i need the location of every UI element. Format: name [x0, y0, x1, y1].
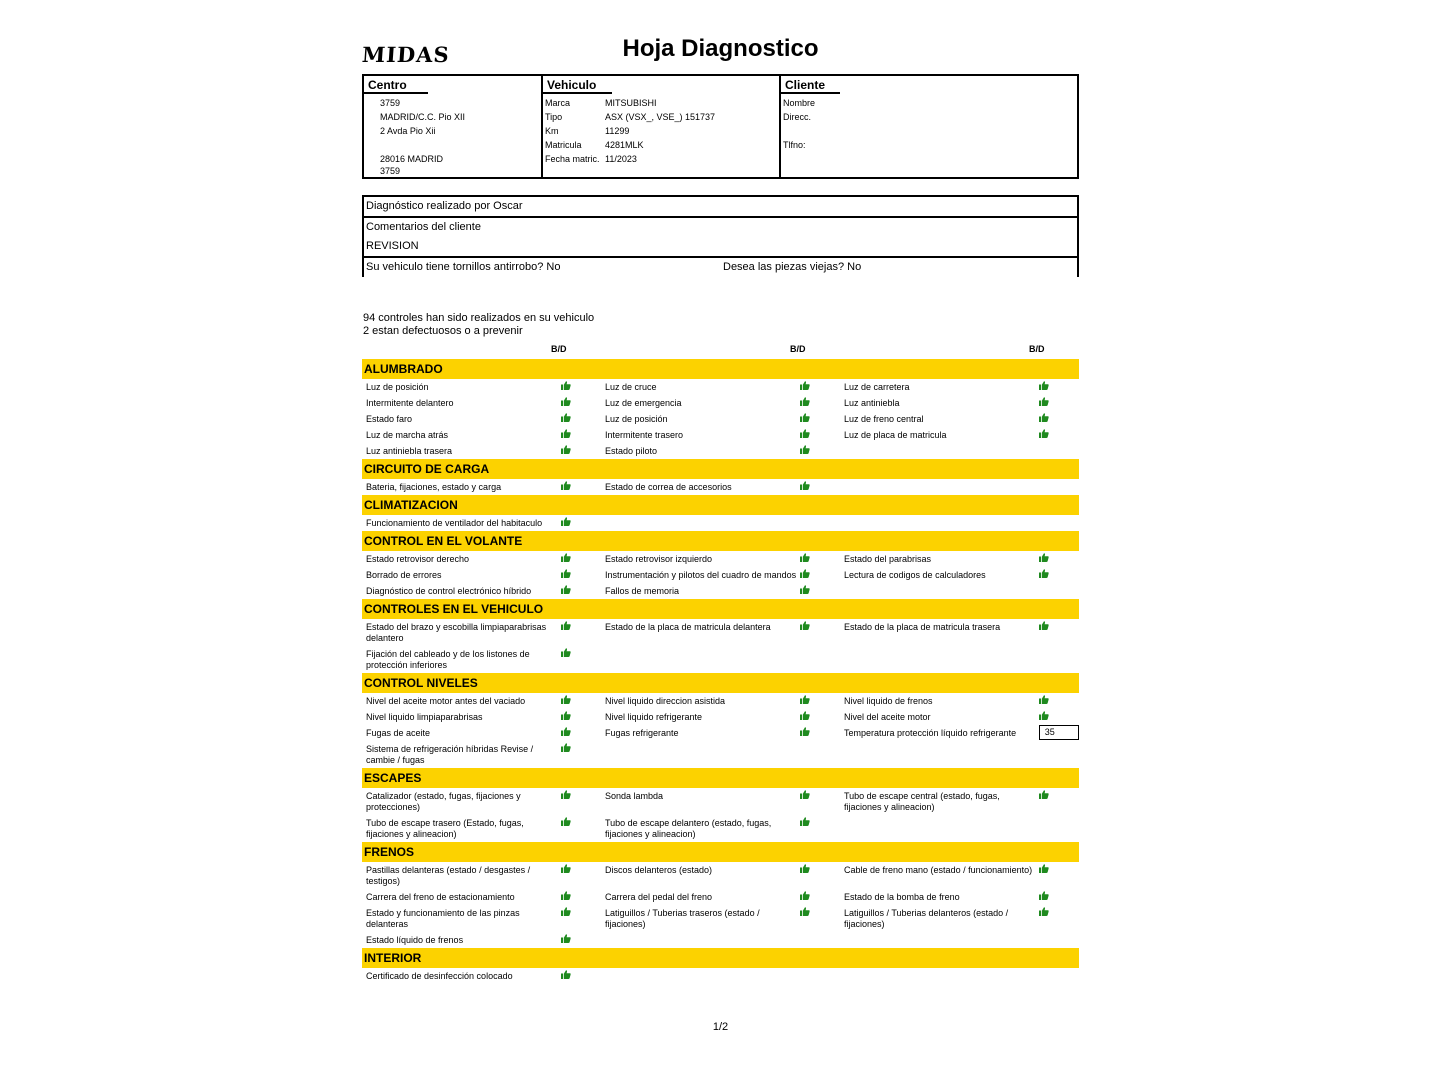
check-item: [840, 551, 1079, 567]
cliente-field: [781, 110, 1077, 124]
check-item: [601, 427, 840, 443]
centro-heading: Centro: [364, 77, 428, 94]
page-title: Hoja Diagnostico: [622, 35, 819, 62]
check-item: [840, 709, 1079, 725]
vehiculo-field: [543, 138, 779, 152]
check-item: [601, 619, 840, 646]
summary-line-2: 2 estan defectuosos o a prevenir: [363, 325, 523, 337]
check-label: Estado del brazo y escobilla limpiaparabrisas delantero: [366, 622, 547, 643]
section-control-en-el-volante: CONTROL EN EL VOLANTE: [362, 531, 1079, 551]
centro-column: [364, 76, 541, 177]
check-label: Sonda lambda: [605, 791, 664, 801]
thumbs-up-icon: [1039, 411, 1079, 427]
check-item: [362, 725, 601, 741]
thumbs-up-icon: [561, 619, 601, 646]
check-label: Carrera del freno de estacionamiento: [366, 892, 515, 902]
check-label: Tubo de escape trasero (Estado, fugas, fijaciones y alineacion): [366, 818, 524, 839]
section-control-niveles: CONTROL NIVELES: [362, 673, 1079, 693]
check-row: [362, 741, 1079, 768]
check-item: [362, 379, 601, 395]
thumbs-up-icon: [1039, 395, 1079, 411]
thumbs-up-icon: [1039, 693, 1079, 709]
thumbs-up-icon: [1039, 379, 1079, 395]
thumbs-up-icon: [561, 968, 601, 984]
check-item: [840, 862, 1079, 889]
check-item: [362, 567, 601, 583]
bd-header-2: B/D: [790, 344, 806, 354]
check-label: Estado de la placa de matricula trasera: [844, 622, 1001, 632]
check-item: [362, 551, 601, 567]
check-label: Fugas refrigerante: [605, 728, 679, 738]
customer-comments: [364, 218, 1077, 258]
check-item: [362, 479, 601, 495]
cliente-field: [781, 96, 1077, 110]
thumbs-up-icon: [1039, 619, 1079, 646]
check-item: [601, 479, 840, 495]
thumbs-up-icon: [1039, 788, 1079, 815]
check-label: Diagnóstico de control electrónico híbrido: [366, 586, 532, 596]
thumbs-up-icon: [1039, 862, 1079, 889]
thumbs-up-icon: [561, 862, 601, 889]
check-item: [362, 815, 601, 842]
check-label: Pastillas delanteras (estado / desgastes / testigos): [366, 865, 531, 886]
check-row: [362, 479, 1079, 495]
check-item: [601, 395, 840, 411]
cliente-heading: Cliente: [781, 77, 840, 94]
check-label: Nivel liquido refrigerante: [605, 712, 703, 722]
thumbs-up-icon: [1039, 551, 1079, 567]
check-label: Tubo de escape central (estado, fugas, fijaciones y alineacion): [844, 791, 1000, 812]
thumbs-up-icon: [1039, 567, 1079, 583]
check-item: [362, 905, 601, 932]
check-item: [840, 889, 1079, 905]
check-value: 35: [1039, 725, 1079, 740]
cliente-field-label: Nombre: [783, 98, 816, 108]
page-number: 1/2: [712, 1021, 729, 1033]
vehiculo-field: [543, 152, 779, 166]
check-item: [362, 741, 601, 768]
check-row: [362, 619, 1079, 646]
midas-logo: MIDAS: [361, 42, 451, 67]
centro-line: MADRID/C.C. Pio XII: [380, 112, 466, 122]
check-item: [840, 905, 1079, 932]
thumbs-up-icon: [800, 619, 840, 646]
vehiculo-field-label: Fecha matric.: [545, 154, 600, 164]
cliente-field-value: [843, 138, 1077, 152]
vehiculo-field-label: Matricula: [545, 140, 582, 150]
check-label: Bateria, fijaciones, estado y carga: [366, 482, 502, 492]
thumbs-up-icon: [561, 725, 601, 741]
check-label: Estado retrovisor izquierdo: [605, 554, 713, 564]
section-climatizacion: CLIMATIZACION: [362, 495, 1079, 515]
check-item: [362, 619, 601, 646]
check-item: [362, 583, 601, 599]
check-item: [601, 889, 840, 905]
cliente-field-label: Direcc.: [783, 112, 812, 122]
check-row: [362, 693, 1079, 709]
vehiculo-field-value: ASX (VSX_, VSE_) 151737: [605, 112, 716, 122]
vehiculo-field-label: Marca: [545, 98, 571, 108]
thumbs-up-icon: [800, 862, 840, 889]
vehiculo-field-value: 4281MLK: [605, 140, 644, 150]
thumbs-up-icon: [561, 551, 601, 567]
check-item: [840, 725, 1079, 741]
comments-label: Comentarios del cliente: [366, 221, 481, 233]
check-item: [601, 411, 840, 427]
thumbs-up-icon: [561, 479, 601, 495]
check-item: [601, 567, 840, 583]
thumbs-up-icon: [800, 379, 840, 395]
check-row: [362, 551, 1079, 567]
check-label: Latiguillos / Tuberias traseros (estado / fijaciones): [605, 908, 760, 929]
check-label: Luz de emergencia: [605, 398, 682, 408]
check-row: [362, 379, 1079, 395]
thumbs-up-icon: [800, 725, 840, 741]
check-label: Latiguillos / Tuberias delanteros (estado / fijaciones): [844, 908, 1009, 929]
check-label: Estado de la bomba de freno: [844, 892, 960, 902]
check-label: Luz antiniebla: [844, 398, 900, 408]
thumbs-up-icon: [561, 567, 601, 583]
check-item: [601, 379, 840, 395]
cliente-field-value: [843, 124, 1077, 138]
thumbs-up-icon: [1039, 905, 1079, 932]
check-item: [840, 693, 1079, 709]
check-item: [362, 427, 601, 443]
check-row: [362, 862, 1079, 889]
check-item: [601, 905, 840, 932]
thumbs-up-icon: [800, 583, 840, 599]
check-item: [601, 693, 840, 709]
thumbs-up-icon: [800, 551, 840, 567]
comments-value: REVISION: [366, 240, 419, 252]
check-row: [362, 567, 1079, 583]
check-label: Fallos de memoria: [605, 586, 680, 596]
check-label: Luz de posición: [366, 382, 429, 392]
check-label: Intermitente delantero: [366, 398, 454, 408]
check-row: [362, 905, 1079, 932]
check-item: [840, 619, 1079, 646]
check-label: Estado retrovisor derecho: [366, 554, 470, 564]
cliente-field-label: [781, 124, 843, 138]
check-label: Estado de correa de accesorios: [605, 482, 732, 492]
thumbs-up-icon: [800, 443, 840, 459]
check-row: [362, 889, 1079, 905]
check-label: Funcionamiento de ventilador del habitaculo: [366, 518, 543, 528]
check-item: [362, 968, 601, 984]
check-label: Sistema de refrigeración híbridas Revise / cambie / fugas: [366, 744, 534, 765]
vehiculo-field-value: 11299: [605, 126, 630, 136]
thumbs-up-icon: [561, 395, 601, 411]
check-item: [601, 709, 840, 725]
thumbs-up-icon: [800, 411, 840, 427]
check-item: [840, 395, 1079, 411]
info-table: [362, 74, 1079, 179]
check-label: Carrera del pedal del freno: [605, 892, 713, 902]
check-label: Luz de posición: [605, 414, 668, 424]
check-item: [362, 411, 601, 427]
check-item: [601, 443, 840, 459]
check-item: [362, 443, 601, 459]
check-item: [362, 862, 601, 889]
check-label: Estado del parabrisas: [844, 554, 932, 564]
check-label: Tubo de escape delantero (estado, fugas, fijaciones y alineacion): [605, 818, 772, 839]
check-label: Certificado de desinfección colocado: [366, 971, 513, 981]
check-label: Estado de la placa de matricula delantera: [605, 622, 771, 632]
section-interior: INTERIOR: [362, 948, 1079, 968]
checks-summary: [363, 312, 594, 338]
check-label: Lectura de codigos de calculadores: [844, 570, 986, 580]
thumbs-up-icon: [800, 815, 840, 842]
check-item: [362, 889, 601, 905]
vehiculo-heading: Vehiculo: [543, 77, 612, 94]
check-row: [362, 709, 1079, 725]
check-item: [362, 395, 601, 411]
check-label: Luz de marcha atrás: [366, 430, 449, 440]
check-label: Luz de cruce: [605, 382, 657, 392]
bd-header-1: B/D: [551, 344, 567, 354]
check-label: Luz de carretera: [844, 382, 910, 392]
centro-line: 2 Avda Pio Xii: [380, 126, 436, 136]
check-row: [362, 815, 1079, 842]
vehiculo-field-value: MITSUBISHI: [605, 98, 657, 108]
check-row: [362, 788, 1079, 815]
check-item: [362, 693, 601, 709]
check-item: [362, 646, 601, 673]
check-label: Instrumentación y pilotos del cuadro de mandos: [605, 570, 797, 580]
check-label: Discos delanteros (estado): [605, 865, 713, 875]
check-label: Luz de placa de matricula: [844, 430, 947, 440]
check-row: [362, 968, 1079, 984]
check-row: [362, 725, 1079, 741]
vehiculo-field: [543, 124, 779, 138]
check-item: [601, 725, 840, 741]
check-label: Fugas de aceite: [366, 728, 431, 738]
cliente-field: [781, 138, 1077, 152]
check-label: Nivel del aceite motor: [844, 712, 931, 722]
centro-line: [380, 138, 541, 152]
thumbs-up-icon: [800, 567, 840, 583]
check-label: Fijación del cableado y de los listones de protección inferiores: [366, 649, 530, 670]
check-label: Estado y funcionamiento de las pinzas delanteras: [366, 908, 520, 929]
thumbs-up-icon: [561, 932, 601, 948]
diagnosis-box: [362, 195, 1079, 277]
bd-header-3: B/D: [1029, 344, 1045, 354]
cliente-field-value: [843, 110, 1077, 124]
check-item: [362, 788, 601, 815]
check-label: Nivel liquido limpiaparabrisas: [366, 712, 483, 722]
check-row: [362, 427, 1079, 443]
thumbs-up-icon: [561, 379, 601, 395]
check-label: Estado líquido de frenos: [366, 935, 464, 945]
check-label: Estado piloto: [605, 446, 658, 456]
old-parts-answer: Desea las piezas viejas? No: [723, 261, 862, 273]
check-item: [362, 709, 601, 725]
vehiculo-field-value: 11/2023: [605, 154, 637, 164]
performed-by: Diagnóstico realizado por Oscar: [364, 197, 1077, 218]
check-label: Nivel liquido direccion asistida: [605, 696, 726, 706]
options-row: [364, 258, 1077, 277]
vehiculo-field-label: Tipo: [545, 112, 563, 122]
cliente-field-label: Tlfno:: [783, 140, 806, 150]
check-label: Estado faro: [366, 414, 413, 424]
summary-line-1: 94 controles han sido realizados en su vehiculo: [363, 312, 595, 324]
check-label: Intermitente trasero: [605, 430, 684, 440]
check-item: [601, 815, 840, 842]
thumbs-up-icon: [800, 788, 840, 815]
thumbs-up-icon: [561, 583, 601, 599]
section-frenos: FRENOS: [362, 842, 1079, 862]
thumbs-up-icon: [800, 905, 840, 932]
centro-lines: [364, 94, 541, 176]
cliente-field-value: [843, 96, 1077, 110]
section-circuito-de-carga: CIRCUITO DE CARGA: [362, 459, 1079, 479]
thumbs-up-icon: [800, 427, 840, 443]
antitheft-answer: Su vehiculo tiene tornillos antirrobo? No: [366, 261, 561, 273]
check-label: Cable de freno mano (estado / funcionamiento): [844, 865, 1033, 875]
vehiculo-field: [543, 96, 779, 110]
check-label: Nivel del aceite motor antes del vaciado: [366, 696, 526, 706]
check-item: [840, 379, 1079, 395]
section-controles-en-el-vehiculo: CONTROLES EN EL VEHICULO: [362, 599, 1079, 619]
checks-list: [362, 359, 1079, 984]
check-row: [362, 395, 1079, 411]
thumbs-up-icon: [561, 905, 601, 932]
thumbs-up-icon: [561, 443, 601, 459]
cliente-lines: [781, 94, 1077, 152]
vehiculo-lines: [543, 94, 779, 166]
thumbs-up-icon: [1039, 427, 1079, 443]
check-item: [601, 551, 840, 567]
check-item: [840, 567, 1079, 583]
thumbs-up-icon: [800, 709, 840, 725]
check-item: [840, 427, 1079, 443]
vehiculo-field: [543, 110, 779, 124]
centro-line: 28016 MADRID: [380, 154, 444, 164]
thumbs-up-icon: [561, 693, 601, 709]
thumbs-up-icon: [561, 427, 601, 443]
check-row: [362, 583, 1079, 599]
check-label: Catalizador (estado, fugas, fijaciones y protecciones): [366, 791, 521, 812]
check-item: [601, 862, 840, 889]
thumbs-up-icon: [800, 395, 840, 411]
check-row: [362, 515, 1079, 531]
check-label: Nivel liquido de frenos: [844, 696, 933, 706]
check-label: Luz antiniebla trasera: [366, 446, 453, 456]
check-item: [362, 515, 601, 531]
check-item: [601, 788, 840, 815]
centro-line: 3759: [380, 166, 401, 176]
thumbs-up-icon: [800, 889, 840, 905]
cliente-field: [781, 124, 1077, 138]
section-alumbrado: ALUMBRADO: [362, 359, 1079, 379]
check-row: [362, 646, 1079, 673]
thumbs-up-icon: [1039, 889, 1079, 905]
thumbs-up-icon: [561, 788, 601, 815]
check-value-cell: [1039, 725, 1079, 741]
thumbs-up-icon: [561, 515, 601, 531]
thumbs-up-icon: [561, 646, 601, 673]
check-row: [362, 443, 1079, 459]
check-row: [362, 411, 1079, 427]
thumbs-up-icon: [561, 741, 601, 768]
check-label: Luz de freno central: [844, 414, 924, 424]
centro-line: 3759: [380, 98, 401, 108]
thumbs-up-icon: [561, 709, 601, 725]
thumbs-up-icon: [800, 693, 840, 709]
thumbs-up-icon: [561, 411, 601, 427]
check-item: [362, 932, 601, 948]
thumbs-up-icon: [800, 479, 840, 495]
check-row: [362, 932, 1079, 948]
check-label: Temperatura protección líquido refrigerante: [844, 728, 1017, 738]
thumbs-up-icon: [561, 889, 601, 905]
cliente-column: [779, 76, 1077, 177]
thumbs-up-icon: [1039, 709, 1079, 725]
thumbs-up-icon: [561, 815, 601, 842]
check-item: [840, 411, 1079, 427]
vehiculo-field-label: Km: [545, 126, 559, 136]
check-item: [601, 583, 840, 599]
section-escapes: ESCAPES: [362, 768, 1079, 788]
check-label: Borrado de errores: [366, 570, 442, 580]
vehiculo-column: [541, 76, 779, 177]
check-item: [840, 788, 1079, 815]
